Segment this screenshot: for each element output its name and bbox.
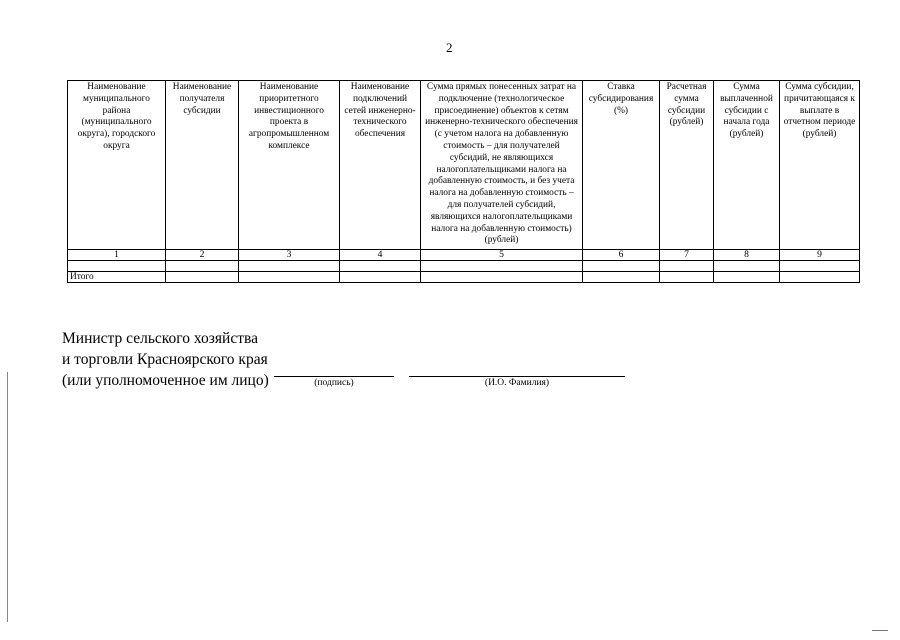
- header-cell-municipality: Наименование муниципального района (муниципального округа), городского округа: [68, 81, 166, 250]
- empty-cell: [166, 261, 239, 272]
- table-row-total: [68, 272, 860, 283]
- empty-cell: [340, 261, 421, 272]
- empty-cell: [660, 261, 714, 272]
- empty-cell: [714, 261, 780, 272]
- empty-cell: [660, 272, 714, 283]
- column-number-cell: 9: [780, 250, 860, 261]
- column-number-cell: 7: [660, 250, 714, 261]
- signatory-line-1: Министр сельского хозяйства: [62, 330, 258, 347]
- signatory-line-3: (или уполномоченное им лицо): [62, 372, 269, 389]
- empty-cell: [714, 272, 780, 283]
- total-label: Итого: [68, 272, 166, 283]
- scan-corner-mark: [872, 630, 888, 631]
- scan-edge-mark: [7, 372, 8, 622]
- empty-cell: [421, 261, 583, 272]
- table-header-row: [68, 81, 860, 250]
- header-cell-calculated-subsidy: Расчетная сумма субсидии (рублей): [660, 81, 714, 250]
- empty-cell: [780, 261, 860, 272]
- full-name-line: [409, 376, 625, 377]
- table-row-empty: [68, 261, 860, 272]
- page-number: 2: [446, 40, 453, 55]
- subsidy-report-table: [67, 80, 860, 283]
- signatory-title: [62, 328, 269, 391]
- column-number-cell: 6: [583, 250, 660, 261]
- header-cell-connections: Наименование подключений сетей инженерно-технического обеспечения: [340, 81, 421, 250]
- signature-line: [274, 376, 394, 377]
- column-number-cell: 8: [714, 250, 780, 261]
- empty-cell: [421, 272, 583, 283]
- empty-cell: [780, 272, 860, 283]
- full-name-caption: (И.О. Фамилия): [484, 378, 550, 388]
- header-cell-project: Наименование приоритетного инвестиционного проекта в агропромышленном комплексе: [239, 81, 340, 250]
- signature-caption: (подпись): [314, 378, 354, 388]
- column-number-cell: 4: [340, 250, 421, 261]
- empty-cell: [340, 272, 421, 283]
- column-number-cell: 2: [166, 250, 239, 261]
- header-cell-subsidy-due: Сумма субсидии, причитающаяся к выплате в отчетном периоде (рублей): [780, 81, 860, 250]
- column-number-row: [68, 250, 860, 261]
- header-cell-paid-subsidy: Сумма выплаченной субсидии с начала года (рублей): [714, 81, 780, 250]
- empty-cell: [239, 272, 340, 283]
- empty-cell: [583, 272, 660, 283]
- column-number-cell: 1: [68, 250, 166, 261]
- empty-cell: [239, 261, 340, 272]
- empty-cell: [583, 261, 660, 272]
- header-cell-direct-costs: Сумма прямых понесенных затрат на подключение (технологическое присоединение) объектов к сетям инженерно-технического обеспечения (с учетом налога на добавленную стоимость – для получателей субсидий, не являющихся налогоплательщиками налога на добавленную стоимость, и без учета налога на добавленную стоимость – для получателей субсидий, являющихся налогоплательщиками налога на добавленную стоимость) (рублей): [421, 81, 583, 250]
- signatory-line-2: и торговли Красноярского края: [62, 351, 268, 368]
- column-number-cell: 5: [421, 250, 583, 261]
- header-cell-subsidy-rate: Ставка субсидирования (%): [583, 81, 660, 250]
- empty-cell: [68, 261, 166, 272]
- empty-cell: [166, 272, 239, 283]
- column-number-cell: 3: [239, 250, 340, 261]
- header-cell-recipient: Наименование получателя субсидии: [166, 81, 239, 250]
